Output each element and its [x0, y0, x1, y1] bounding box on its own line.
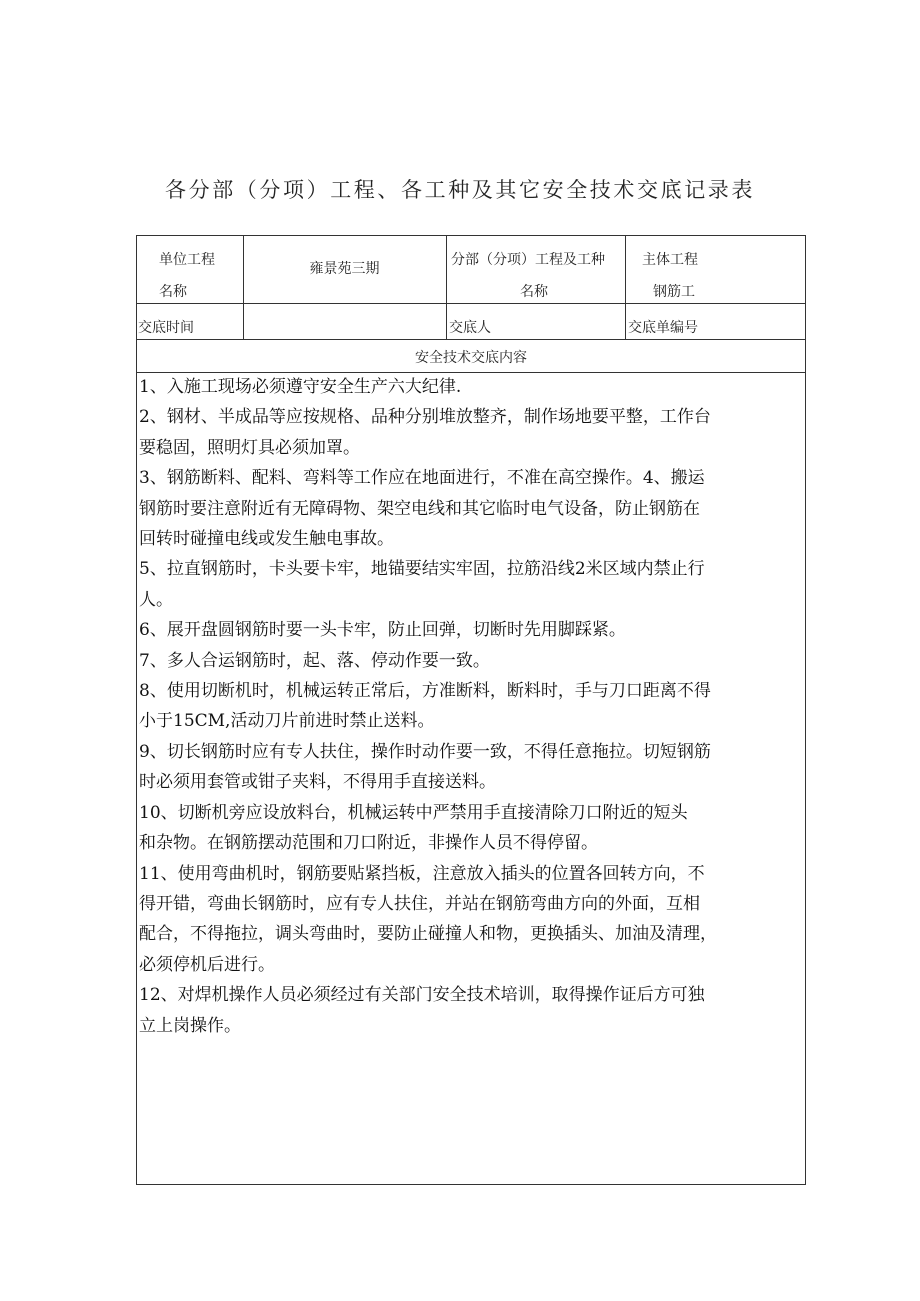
content-line: 钢筋时要注意附近有无障碍物、架空电线和其它临时电气设备，防止钢筋在 — [139, 498, 700, 519]
content-item — [139, 980, 805, 1041]
content-line: 8、使用切断机时，机械运转正常后，方准断料，断料时，手与刀口距离不得 — [139, 681, 711, 702]
column-divider — [243, 236, 244, 339]
safety-content — [139, 372, 805, 1041]
document-title: 各分部（分项）工程、各工种及其它安全技术交底记录表 — [165, 178, 755, 202]
content-item — [139, 676, 805, 737]
content-item — [139, 646, 805, 676]
record-form — [136, 235, 806, 1185]
content-item — [139, 463, 805, 554]
unit-name-value: 雍景苑三期 — [309, 261, 380, 277]
handover-number-label: 交底单编号 — [628, 320, 698, 336]
sub-project-label-line2: 名称 — [520, 284, 548, 300]
content-line: 小于15CM,活动刀片前进时禁止送料。 — [139, 711, 435, 732]
content-line: 人。 — [139, 589, 173, 610]
content-line: 要稳固，照明灯具必须加罩。 — [139, 437, 360, 458]
sub-project-value-line1: 主体工程 — [642, 252, 698, 268]
content-line: 6、展开盘圆钢筋时要一头卡牢，防止回弹，切断时先用脚踩紧。 — [139, 620, 626, 641]
content-item — [139, 798, 805, 859]
content-item — [139, 859, 805, 981]
handover-person-label: 交底人 — [449, 320, 491, 336]
content-line: 和杂物。在钢筋摆动范围和刀口附近，非操作人员不得停留。 — [139, 833, 598, 854]
content-line: 10、切断机旁应设放料台，机械运转中严禁用手直接清除刀口附近的短头 — [139, 802, 688, 823]
column-divider — [625, 236, 626, 339]
column-divider — [446, 236, 447, 339]
sub-project-value-line2: 钢筋工 — [653, 284, 695, 300]
content-line: 配合，不得拖拉，调头弯曲时，要防止碰撞人和物，更换插头、加油及清理， — [139, 924, 717, 945]
content-line: 立上岗操作。 — [139, 1015, 241, 1036]
handover-time-label: 交底时间 — [138, 320, 194, 336]
content-line: 9、切长钢筋时应有专人扶住，操作时动作要一致，不得任意拖拉。切短钢筋 — [139, 741, 711, 762]
content-line: 1、入施工现场必须遵守安全生产六大纪律. — [139, 377, 462, 397]
content-line: 2、钢材、半成品等应按规格、品种分别堆放整齐，制作场地要平整，工作台 — [139, 407, 711, 428]
content-line: 5、拉直钢筋时，卡头要卡牢，地锚要结实牢固，拉筋沿线2米区域内禁止行 — [139, 559, 705, 580]
unit-name-label-line2: 名称 — [159, 284, 187, 300]
content-line: 3、钢筋断料、配料、弯料等工作应在地面进行，不准在高空操作。4、搬运 — [139, 468, 705, 489]
content-line: 得开错，弯曲长钢筋时，应有专人扶住，并站在钢筋弯曲方向的外面，互相 — [139, 893, 700, 914]
content-item — [139, 402, 805, 463]
content-line: 7、多人合运钢筋时，起、落、停动作要一致。 — [139, 650, 490, 671]
content-line: 11、使用弯曲机时，钢筋要贴紧挡板，注意放入插头的位置各回转方向，不 — [139, 863, 705, 884]
content-line: 必须停机后进行。 — [139, 954, 275, 975]
content-item — [139, 554, 805, 615]
content-item — [139, 737, 805, 798]
sub-project-label-line1: 分部（分项）工程及工种 — [451, 252, 605, 268]
content-line: 12、对焊机操作人员必须经过有关部门安全技术培训，取得操作证后方可独 — [139, 985, 705, 1006]
content-item — [139, 372, 805, 402]
content-line: 时必须用套管或钳子夹料，不得用手直接送料。 — [139, 772, 496, 793]
row-divider — [137, 303, 805, 304]
unit-name-label-line1: 单位工程 — [159, 252, 215, 268]
content-item — [139, 615, 805, 645]
content-line: 回转时碰撞电线或发生触电事故。 — [139, 529, 394, 550]
content-heading: 安全技术交底内容 — [415, 350, 527, 366]
